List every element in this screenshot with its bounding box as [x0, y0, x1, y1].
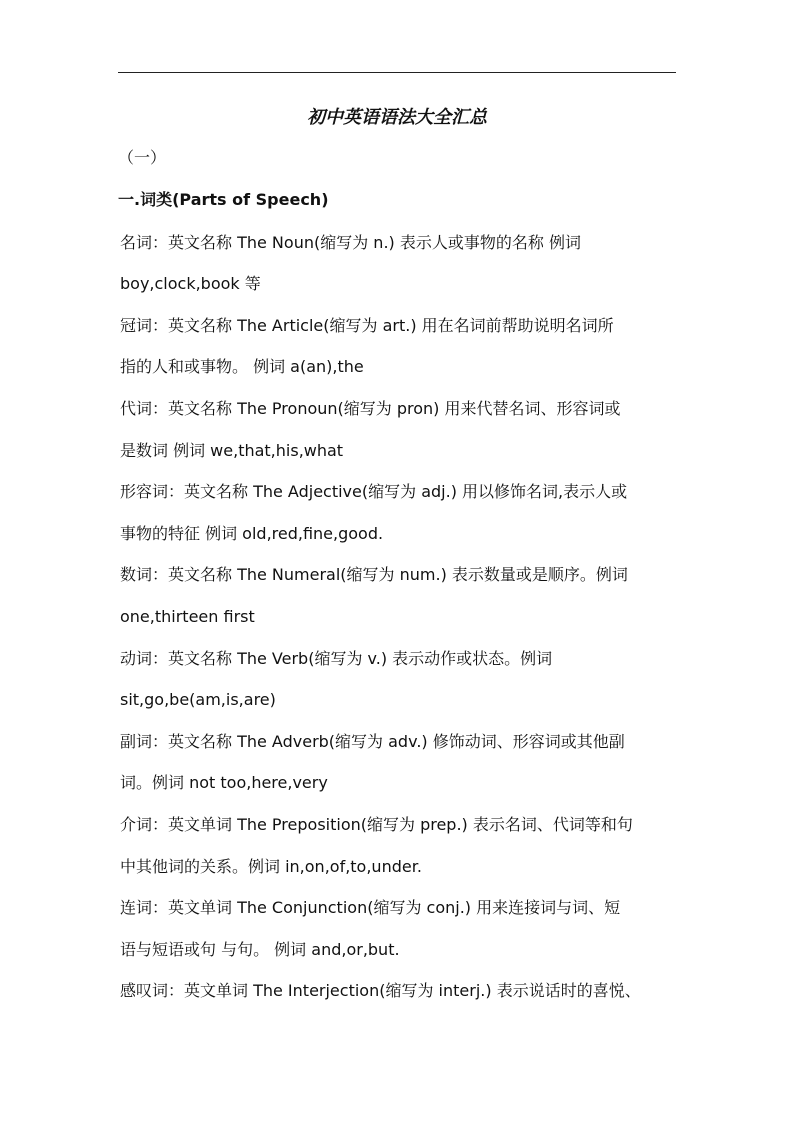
- body-line: 代词：英文名称 The Pronoun(缩写为 pron) 用来代替名词、形容词或: [120, 399, 621, 418]
- body-line: 冠词：英文名称 The Article(缩写为 art.) 用在名词前帮助说明名词所: [120, 316, 614, 335]
- body-line: 语与短语或句 与句。 例词 and,or,but.: [120, 940, 400, 959]
- body-line: 数词：英文名称 The Numeral(缩写为 num.) 表示数量或是顺序。例词: [120, 565, 628, 584]
- body-line: 指的人和或事物。 例词 a(an),the: [120, 357, 364, 376]
- body-line: 感叹词：英文单词 The Interjection(缩写为 interj.) 表示说话时的喜悦、: [120, 981, 641, 1000]
- body-line: 词。例词 not too,here,very: [120, 773, 328, 792]
- body-line: 是数词 例词 we,that,his,what: [120, 441, 344, 460]
- body-line: 介词：英文单词 The Preposition(缩写为 prep.) 表示名词、代词等和句: [120, 815, 633, 834]
- part-label: （一）: [118, 148, 167, 167]
- document-title: 初中英语语法大全汇总: [307, 107, 487, 128]
- body-line: 连词：英文单词 The Conjunction(缩写为 conj.) 用来连接词与词、短: [120, 898, 621, 917]
- header-rule: [118, 72, 676, 73]
- body-line: 名词：英文名称 The Noun(缩写为 n.) 表示人或事物的名称 例词: [120, 233, 581, 252]
- body-line: boy,clock,book 等: [120, 274, 261, 293]
- body-line: 中其他词的关系。例词 in,on,of,to,under.: [120, 857, 422, 876]
- body-line: 副词：英文名称 The Adverb(缩写为 adv.) 修饰动词、形容词或其他副: [120, 732, 625, 751]
- body-line: 形容词：英文名称 The Adjective(缩写为 adj.) 用以修饰名词,表示人或: [120, 482, 628, 501]
- body-line: one,thirteen first: [120, 607, 255, 626]
- body-line: sit,go,be(am,is,are): [120, 690, 276, 709]
- body-line: 动词：英文名称 The Verb(缩写为 v.) 表示动作或状态。例词: [120, 649, 553, 668]
- section-heading: 一.词类(Parts of Speech): [118, 190, 329, 209]
- body-line: 事物的特征 例词 old,red,fine,good.: [120, 524, 384, 543]
